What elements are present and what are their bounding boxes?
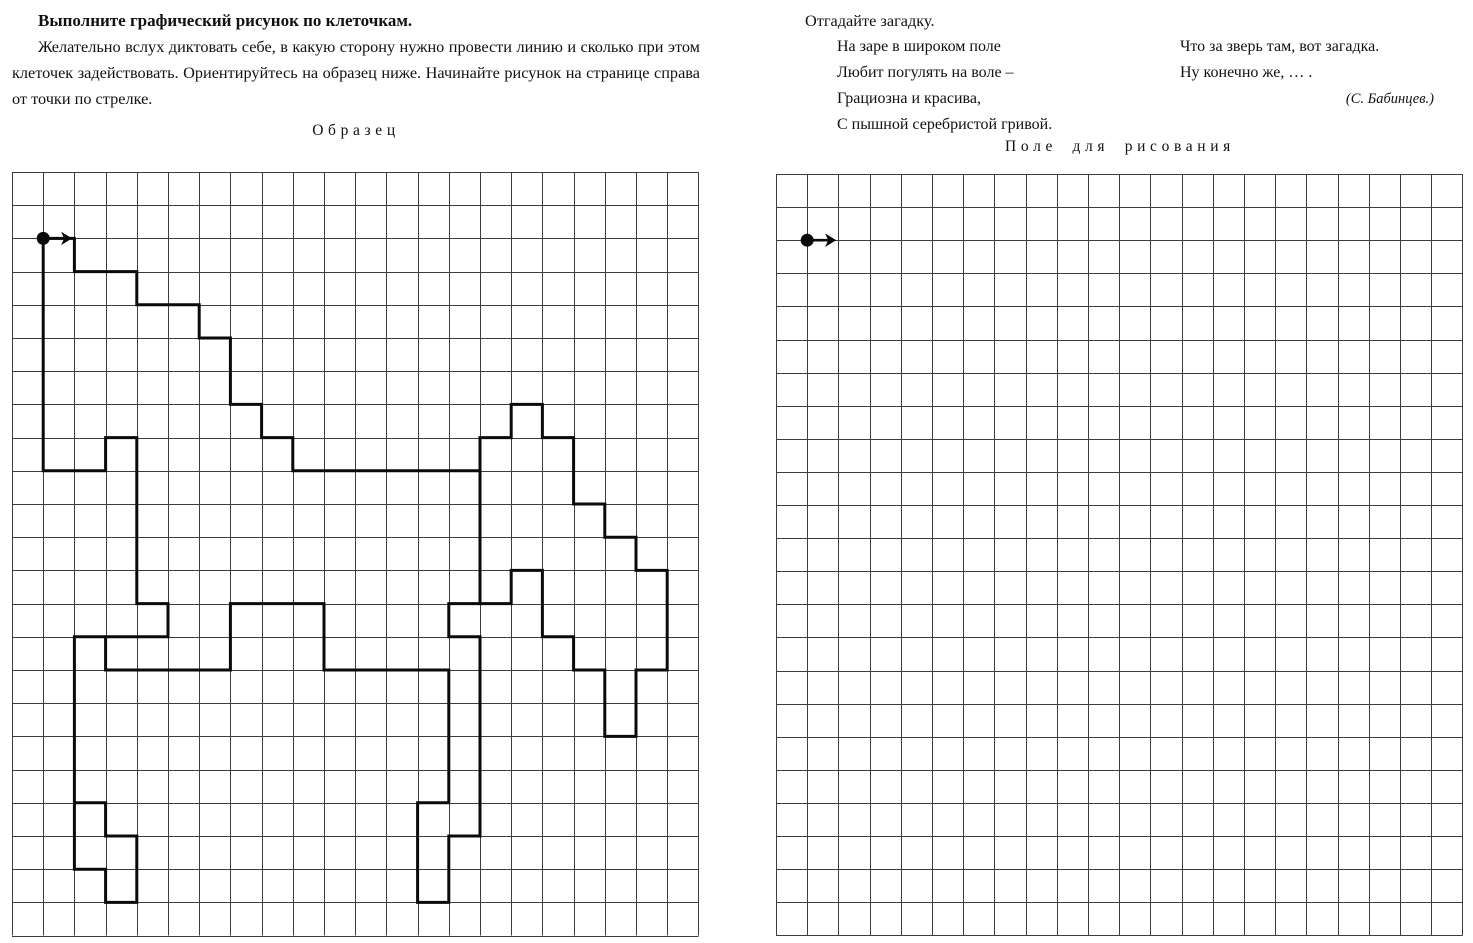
drawing-field-grid[interactable] [774,172,1464,937]
start-arrow-icon [48,233,71,244]
riddle-line: С пышной серебристой гривой. [837,116,1053,133]
start-dot [37,232,50,245]
riddle-column-1 [837,34,1052,138]
grid-lines [776,174,1462,935]
start-arrow-icon [812,235,835,246]
riddle-lead: Отгадайте загадку. [805,11,935,30]
riddle-column-2 [1180,34,1434,112]
drawing-field-label: Поле для рисования [1005,138,1235,155]
instructions-title: Выполните графический рисунок по клеточкам. [38,11,413,30]
start-dot [801,234,814,247]
riddle-line: Любит погулять на воле – [837,64,1014,81]
riddle-line: Ну конечно же, … . [1180,64,1313,81]
sample-grid-label: Образец [312,122,400,139]
sample-figure-path [43,238,168,636]
riddle-line: Грациозна и красива, [837,90,981,107]
riddle-line: Что за зверь там, вот загадка. [1180,38,1380,55]
riddle-author: (С. Бабинцев.) [1345,91,1434,107]
instructions-body: Желательно вслух диктовать себе, в какую сторону нужно провести линию и сколько при этом клеточек задействовать. Ориентируйтесь на образец ниже. Начинайте рисунок на странице справа от точки по стрелке. [12,37,700,108]
sample-grid [10,170,700,938]
grid-lines [12,172,698,936]
riddle-line: На заре в широком поле [837,38,1001,55]
